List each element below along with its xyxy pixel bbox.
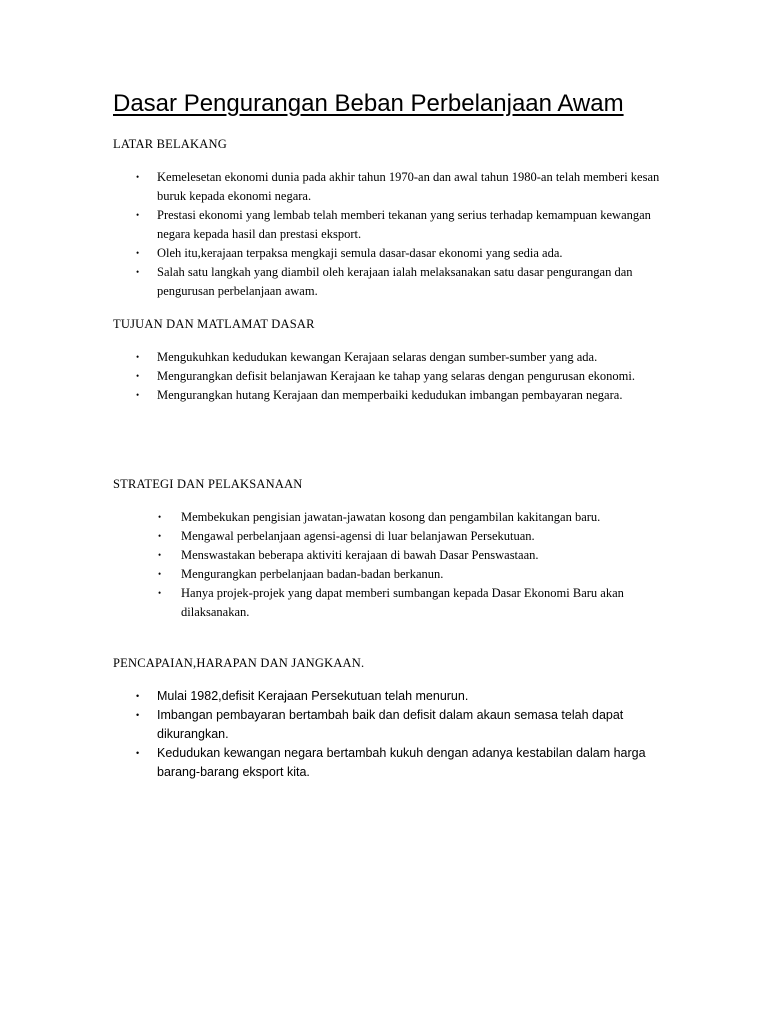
- section-list-latar-belakang: [157, 168, 662, 301]
- section-list-tujuan: [157, 348, 662, 405]
- section-heading-tujuan: TUJUAN DAN MATLAMAT DASAR: [113, 317, 315, 331]
- list-item: • Mengurangkan defisit belanjawan Kerajaan ke tahap yang selaras dengan pengurusan ekonomi.: [157, 367, 662, 386]
- section-heading-pencapaian: PENCAPAIAN,HARAPAN DAN JANGKAAN.: [113, 656, 365, 670]
- list-item: • Membekukan pengisian jawatan-jawatan kosong dan pengambilan kakitangan baru.: [181, 508, 651, 527]
- list-item: • Mengurangkan perbelanjaan badan-badan berkanun.: [181, 565, 651, 584]
- document-title: Dasar Pengurangan Beban Perbelanjaan Awam: [113, 90, 624, 117]
- section-list-pencapaian: [157, 687, 662, 782]
- list-item: • Imbangan pembayaran bertambah baik dan defisit dalam akaun semasa telah dapat dikurangkan.: [157, 706, 662, 744]
- section-heading-strategi: STRATEGI DAN PELAKSANAAN: [113, 477, 303, 491]
- list-item: • Mengurangkan hutang Kerajaan dan memperbaiki kedudukan imbangan pembayaran negara.: [157, 386, 662, 405]
- section-list-strategi: [181, 508, 651, 622]
- section-heading-latar-belakang: LATAR BELAKANG: [113, 137, 227, 151]
- list-item: • Kemelesetan ekonomi dunia pada akhir tahun 1970-an dan awal tahun 1980-an telah memberi kesan buruk kepada ekonomi negara.: [157, 168, 662, 206]
- list-item: • Oleh itu,kerajaan terpaksa mengkaji semula dasar-dasar ekonomi yang sedia ada.: [157, 244, 662, 263]
- list-item: • Kedudukan kewangan negara bertambah kukuh dengan adanya kestabilan dalam harga barang-barang eksport kita.: [157, 744, 662, 782]
- list-item: • Prestasi ekonomi yang lembab telah memberi tekanan yang serius terhadap kemampuan kewangan negara kepada hasil dan prestasi eksport.: [157, 206, 662, 244]
- list-item: • Hanya projek-projek yang dapat memberi sumbangan kepada Dasar Ekonomi Baru akan dilaksanakan.: [181, 584, 651, 622]
- list-item: • Salah satu langkah yang diambil oleh kerajaan ialah melaksanakan satu dasar pengurangan dan pengurusan perbelanjaan awam.: [157, 263, 662, 301]
- list-item: • Mulai 1982,defisit Kerajaan Persekutuan telah menurun.: [157, 687, 662, 706]
- list-item: • Mengukuhkan kedudukan kewangan Kerajaan selaras dengan sumber-sumber yang ada.: [157, 348, 662, 367]
- list-item: • Menswastakan beberapa aktiviti kerajaan di bawah Dasar Penswastaan.: [181, 546, 651, 565]
- list-item: • Mengawal perbelanjaan agensi-agensi di luar belanjawan Persekutuan.: [181, 527, 651, 546]
